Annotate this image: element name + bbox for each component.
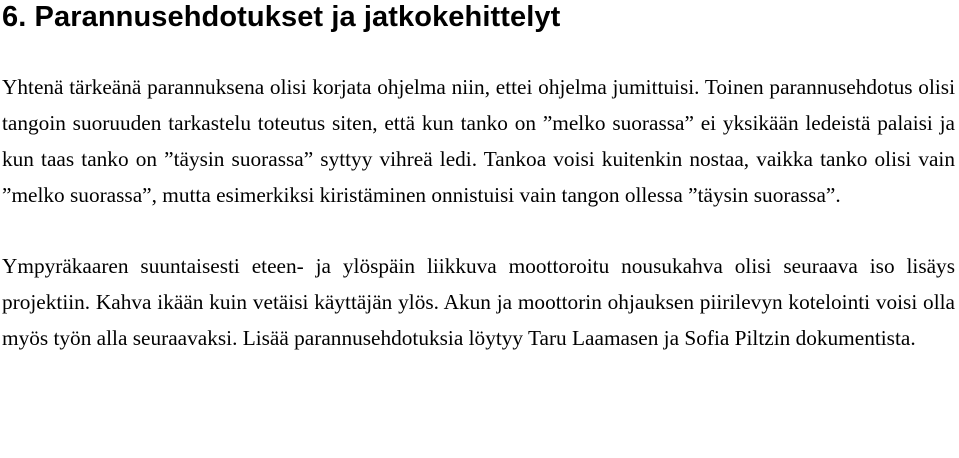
section-heading: 6. Parannusehdotukset ja jatkokehittelyt [2,1,561,33]
paragraph-improvements: Yhtenä tärkeänä parannuksena olisi korjata ohjelma niin, ettei ohjelma jumittuisi. Toinen parannusehdotus olisi tangoin suoruuden tarkastelu toteutus siten, että kun tanko on ”melko suorassa” ei yksikään ledeistä palaisi ja kun taas tanko on ”täysin suorassa” syttyy vihreä ledi. Tankoa voisi kuitenkin nostaa, vaikka tanko olisi vain ”melko suorassa”, mutta esimerkiksi kiristäminen onnistuisi vain tangon ollessa ”täysin suorassa”. [2,75,955,207]
document-page [2,0,955,356]
paragraph-future-work: Ympyräkaaren suuntaisesti eteen- ja ylöspäin liikkuva moottoroitu nousukahva olisi seuraava iso lisäys projektiin. Kahva ikään kuin vetäisi käyttäjän ylös. Akun ja moottorin ohjauksen piirilevyn kotelointi voisi olla myös työn alla seuraavaksi. Lisää parannusehdotuksia löytyy Taru Laamasen ja Sofia Piltzin dokumentista. [2,254,955,350]
